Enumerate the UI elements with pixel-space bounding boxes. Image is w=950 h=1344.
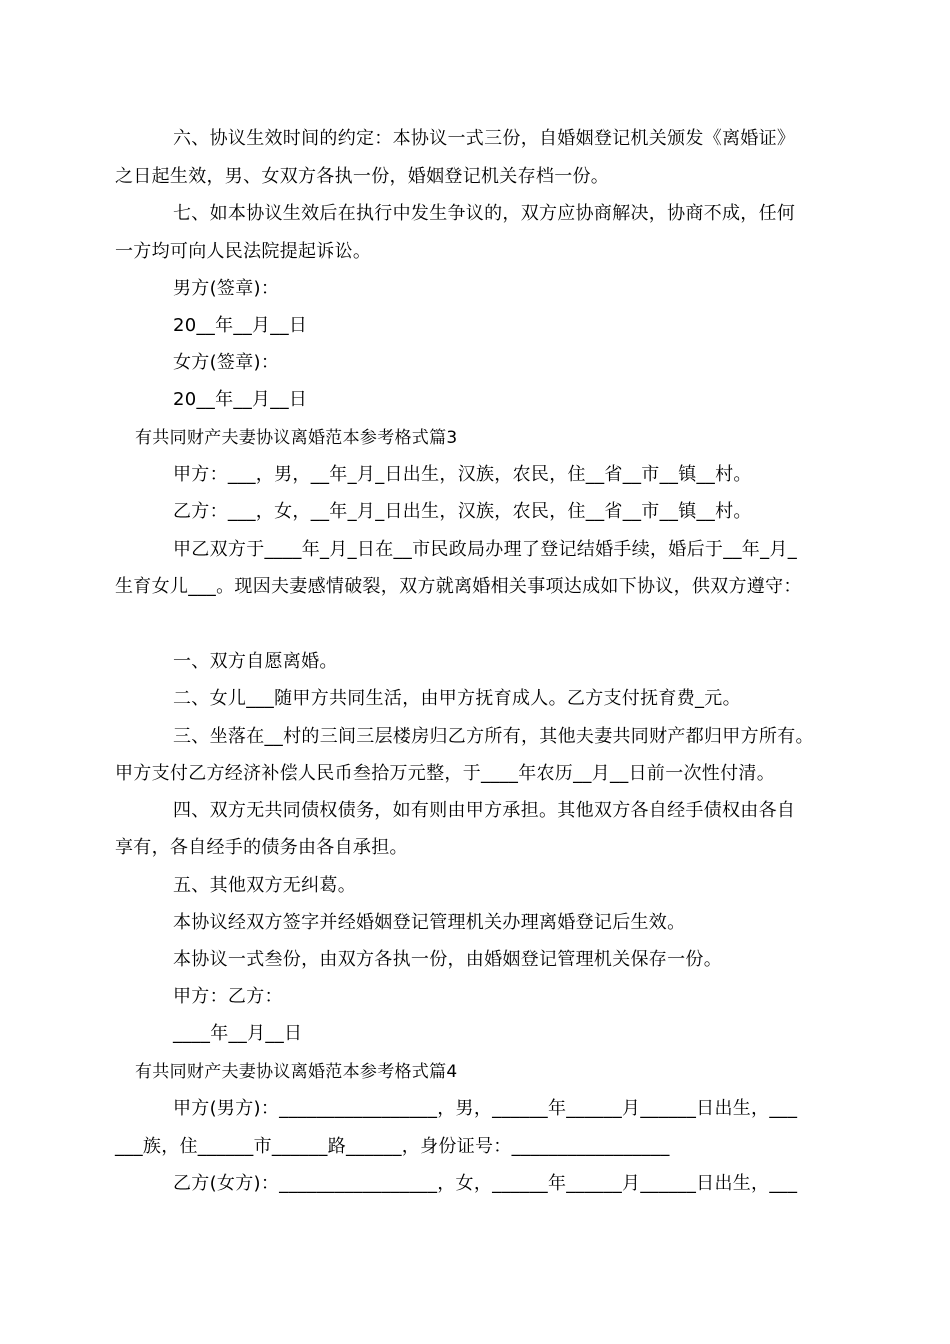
husband-info-line-1: 甲方(男方)：_________________，男，______年______月______日出生，___ (173, 1098, 798, 1119)
party-a-info: 甲方：___，男，__年_月_日出生，汉族，农民，住__省__市__镇__村。 (173, 464, 752, 485)
signature-labels: 甲方：乙方： (173, 986, 283, 1007)
male-signature-label: 男方(签章)： (173, 278, 280, 299)
background-line-1: 甲乙双方于____年_月_日在__市民政局办理了登记结婚手续，婚后于__年_月_ (173, 539, 797, 560)
paragraph-6-line-2: 之日起生效，男、女双方各执一份，婚姻登记机关存档一份。 (115, 166, 610, 187)
wife-info-line-1: 乙方(女方)：_________________，女，______年______月______日出生，___ (173, 1173, 798, 1194)
paragraph-7-line-2: 一方均可向人民法院提起诉讼。 (115, 241, 372, 262)
clause-5: 五、其他双方无纠葛。 (173, 875, 356, 896)
male-signature-date: 20__年__月__日 (173, 315, 308, 336)
clause-2: 二、女儿___随甲方共同生活，由甲方抚育成人。乙方支付抚育费_元。 (173, 688, 741, 709)
clause-1: 一、双方自愿离婚。 (173, 651, 338, 672)
clause-4-line-1: 四、双方无共同债权债务，如有则由甲方承担。其他双方各自经手债权由各自 (173, 800, 796, 821)
signature-date: ____年__月__日 (173, 1023, 303, 1044)
copies-clause: 本协议一式叁份，由双方各执一份，由婚姻登记管理机关保存一份。 (173, 949, 722, 970)
husband-info-line-2: ___族，住______市______路______，身份证号：_________________ (115, 1136, 670, 1157)
female-signature-label: 女方(签章)： (173, 352, 280, 373)
background-line-2: 生育女儿___。现因夫妻感情破裂，双方就离婚相关事项达成如下协议，供双方遵守： (115, 576, 802, 597)
effective-clause: 本协议经双方签字并经婚姻登记管理机关办理离婚登记后生效。 (173, 912, 686, 933)
clause-3-line-2: 甲方支付乙方经济补偿人民币叁拾万元整，于____年农历__月__日前一次性付清。 (115, 763, 775, 784)
clause-4-line-2: 享有，各自经手的债务由各自承担。 (115, 837, 408, 858)
female-signature-date: 20__年__月__日 (173, 389, 308, 410)
party-b-info: 乙方：___，女，__年_月_日出生，汉族，农民，住__省__市__镇__村。 (173, 501, 752, 522)
section-heading-3: 有共同财产夫妻协议离婚范本参考格式篇3 (135, 428, 458, 448)
clause-3-line-1: 三、坐落在__村的三间三层楼房归乙方所有，其他夫妻共同财产都归甲方所有。 (173, 726, 814, 747)
paragraph-6-line-1: 六、协议生效时间的约定：本协议一式三份，自婚姻登记机关颁发《离婚证》 (173, 128, 796, 149)
paragraph-7-line-1: 七、如本协议生效后在执行中发生争议的，双方应协商解决，协商不成，任何 (173, 203, 796, 224)
section-heading-4: 有共同财产夫妻协议离婚范本参考格式篇4 (135, 1062, 458, 1082)
